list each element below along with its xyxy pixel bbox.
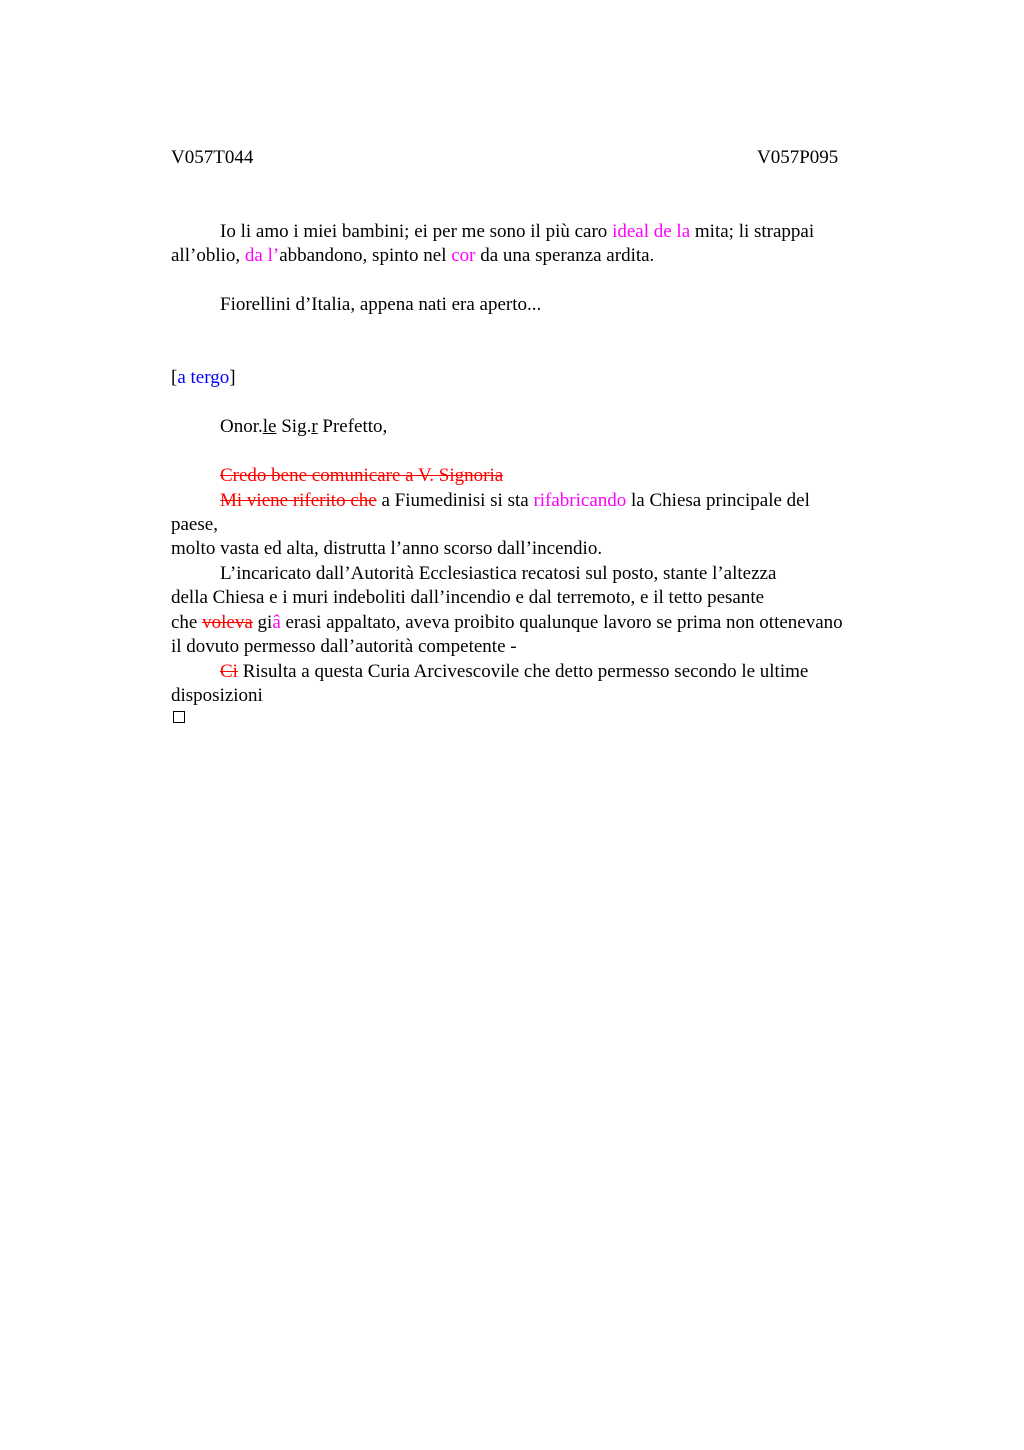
text-run: Risulta a questa Curia Arcivescovile che detto permesso secondo le ultime <box>237 661 809 682</box>
letter-line-6 <box>171 611 843 635</box>
text-run: Fiorellini d’Italia, appena nati era aperto... <box>220 294 542 315</box>
poem-line-2 <box>171 244 654 268</box>
letter-line-7 <box>171 635 517 659</box>
poem-line-3 <box>220 293 541 317</box>
document-code-left: V057T044 <box>171 147 254 168</box>
variant-text: da l’ <box>244 245 280 266</box>
deleted-line <box>220 464 503 488</box>
deleted-text: Ci <box>220 661 238 682</box>
text-run: il dovuto permesso dall’autorità competente - <box>171 636 517 657</box>
letter-line-5 <box>171 586 764 610</box>
text-run: erasi appaltato, aveva proibito qualunque lavoro se prima non ottenevano <box>280 612 843 633</box>
document-code-right: V057P095 <box>757 147 839 168</box>
text-run: Sig. <box>276 416 312 437</box>
text-run: all’oblio, <box>171 245 245 266</box>
tergo-label: a tergo <box>177 367 230 388</box>
text-run: la Chiesa principale del <box>626 490 810 511</box>
abbreviation-superscript: r <box>311 416 318 437</box>
text-run: abbandono, spinto nel <box>279 245 452 266</box>
bracket-open: [ <box>171 367 178 388</box>
text-run: L’incaricato dall’Autorità Ecclesiastica recatosi sul posto, stante l’altezza <box>220 563 777 584</box>
tergo-marker <box>171 366 236 390</box>
abbreviation-superscript: le <box>262 416 277 437</box>
variant-text: ideal de la <box>612 221 691 242</box>
variant-text: cor <box>451 245 476 266</box>
letter-salutation <box>220 415 387 439</box>
letter-line-1 <box>220 489 810 513</box>
deleted-text: voleva <box>202 612 253 633</box>
letter-line-3 <box>171 537 602 561</box>
text-run: che <box>171 612 203 633</box>
text-run: Onor. <box>220 416 263 437</box>
poem-line-1 <box>220 220 814 244</box>
letter-line-8 <box>220 660 808 684</box>
letter-line-2 <box>171 513 218 537</box>
deleted-text: Credo bene comunicare a V. Signoria <box>220 465 504 486</box>
text-run: a Fiumedinisi si sta <box>376 490 534 511</box>
variant-text: rifabricando <box>533 490 627 511</box>
document-page <box>171 0 911 1450</box>
letter-line-9 <box>171 684 263 708</box>
text-run: gi <box>252 612 273 633</box>
variant-text: â <box>272 612 281 633</box>
text-run: Io li amo i miei bambini; ei per me sono il più caro <box>220 221 613 242</box>
text-run: Prefetto, <box>317 416 388 437</box>
text-run: da una speranza ardita. <box>475 245 655 266</box>
letter-line-4 <box>220 562 776 586</box>
bracket-close: ] <box>229 367 236 388</box>
text-run: della Chiesa e i muri indeboliti dall’incendio e dal terremoto, e il tetto pesante <box>171 587 765 608</box>
text-run: mita; li strappai <box>690 221 815 242</box>
text-run: paese, <box>171 514 218 535</box>
empty-square-marker <box>173 711 185 723</box>
text-run: disposizioni <box>171 685 263 706</box>
deleted-text: Mi viene riferito che <box>220 490 377 511</box>
text-run: molto vasta ed alta, distrutta l’anno scorso dall’incendio. <box>171 538 603 559</box>
